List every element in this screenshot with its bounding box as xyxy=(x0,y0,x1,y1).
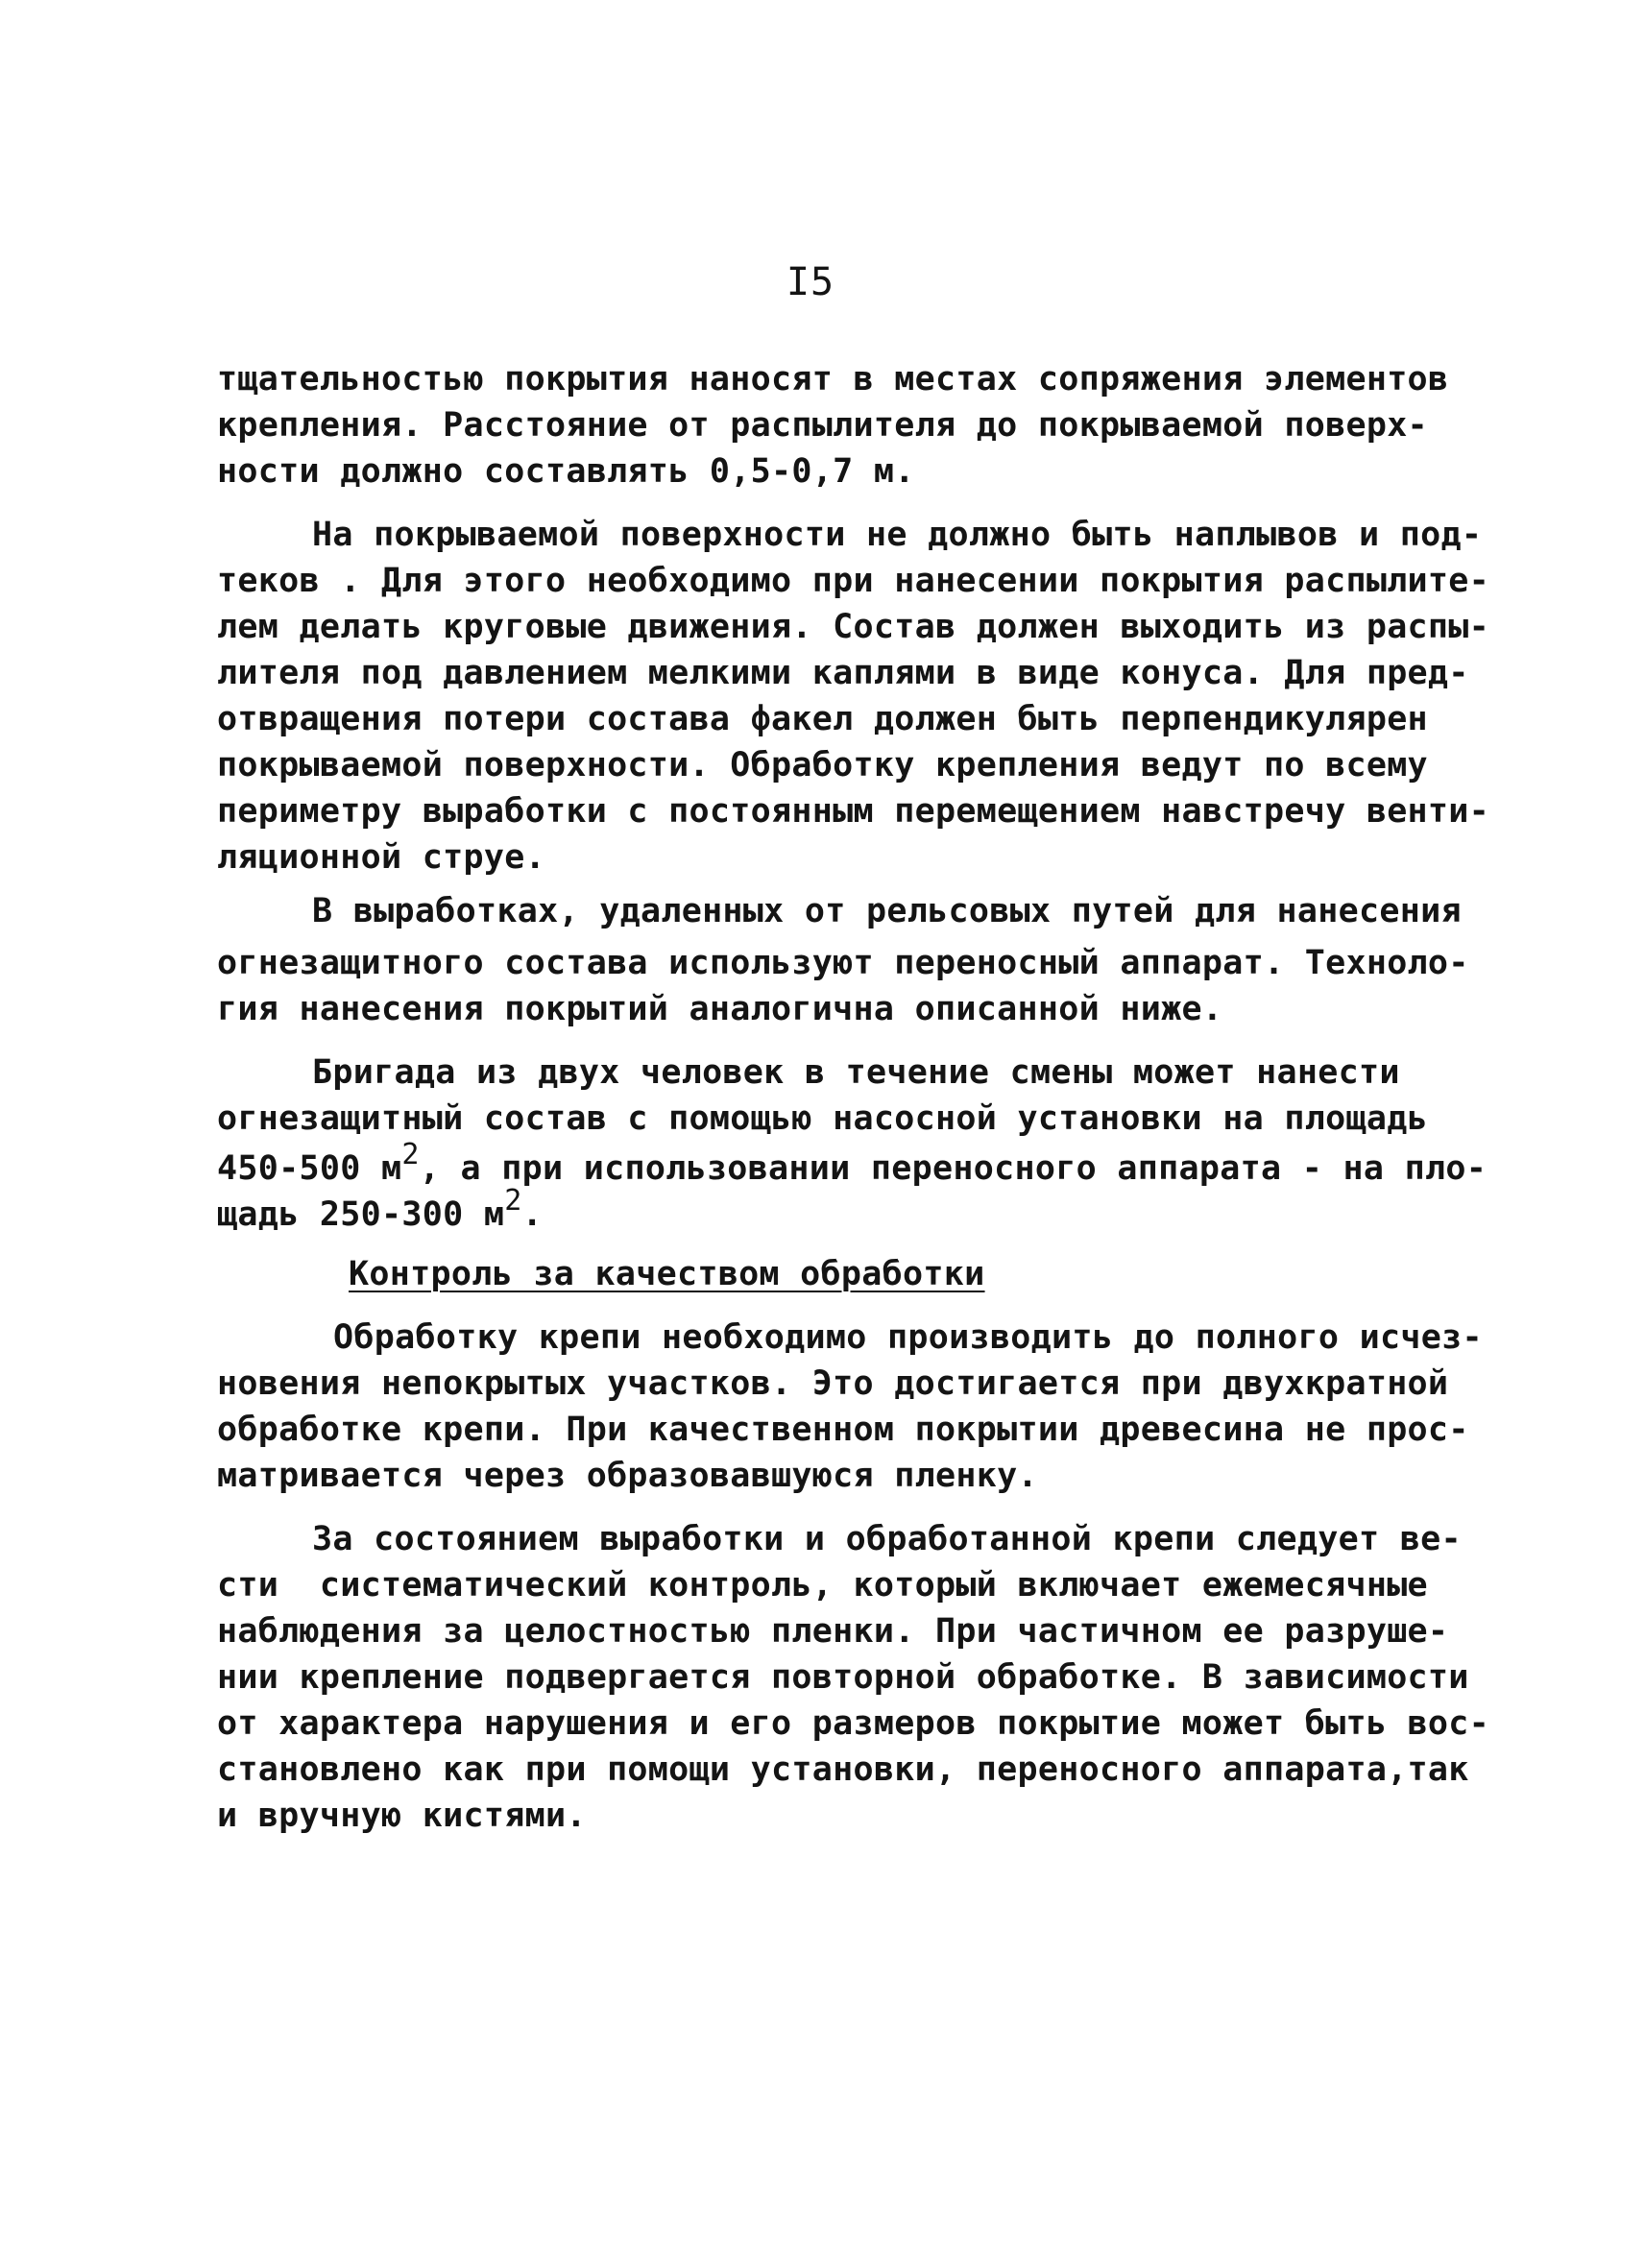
area-value: 450-500 м xyxy=(217,1149,402,1188)
area-value: щадь 250-300 м xyxy=(217,1195,505,1234)
section-heading: Контроль за качеством обработки xyxy=(349,1255,985,1293)
text-line: огнезащитный состав с помощью насосной установки на площадь xyxy=(217,1099,1428,1138)
text-line: от характера нарушения и его размеров покрытие может быть вос- xyxy=(217,1704,1490,1743)
text-line: матривается через образовавшуюся пленку. xyxy=(217,1457,1038,1495)
text-line: теков . Для этого необходимо при нанесении покрытия распылите- xyxy=(217,562,1490,600)
text-line: гия нанесения покрытий аналогична описанной ниже. xyxy=(217,990,1223,1028)
text-line: огнезащитного состава используют переносный аппарат. Техноло- xyxy=(217,944,1469,982)
text-line: лителя под давлением мелкими каплями в виде конуса. Для пред- xyxy=(217,654,1469,692)
text-fragment: . xyxy=(521,1195,543,1234)
text-line: становлено как при помощи установки, переносного аппарата,так xyxy=(217,1750,1469,1789)
text-line: ности должно составлять 0,5-0,7 м. xyxy=(217,452,915,491)
text-line: В выработках, удаленных от рельсовых путей для нанесения xyxy=(312,892,1462,930)
text-line-with-superscript xyxy=(217,1138,1488,1191)
text-line: За состоянием выработки и обработанной крепи следует ве- xyxy=(312,1520,1462,1558)
superscript: 2 xyxy=(504,1184,522,1218)
superscript: 2 xyxy=(401,1138,420,1171)
text-fragment: , а при использовании переносного аппарата - на пло- xyxy=(419,1149,1488,1188)
text-line: крепления. Расстояние от распылителя до покрываемой поверх- xyxy=(217,406,1428,445)
text-line: ляционной струе. xyxy=(217,838,545,877)
text-line: тщательностью покрытия наносят в местах сопряжения элементов xyxy=(217,360,1449,398)
text-line: обработке крепи. При качественном покрытии древесина не прос- xyxy=(217,1411,1469,1449)
text-line: периметру выработки с постоянным перемещением навстречу венти- xyxy=(217,792,1490,831)
text-line: новения непокрытых участков. Это достигается при двухкратной xyxy=(217,1364,1449,1403)
text-line: наблюдения за целостностью пленки. При частичном ее разруше- xyxy=(217,1612,1449,1651)
text-line: Бригада из двух человек в течение смены может нанести xyxy=(312,1053,1400,1092)
text-line: На покрываемой поверхности не должно быть наплывов и под- xyxy=(312,516,1483,554)
text-line: нии крепление подвергается повторной обработке. В зависимости xyxy=(217,1658,1469,1697)
text-line: Обработку крепи необходимо производить до полного исчез- xyxy=(333,1318,1483,1357)
text-line: лем делать круговые движения. Состав должен выходить из распы- xyxy=(217,608,1490,646)
text-line: покрываемой поверхности. Обработку крепления ведут по всему xyxy=(217,746,1428,784)
page-number: I5 xyxy=(786,260,835,304)
text-line: и вручную кистями. xyxy=(217,1797,587,1835)
text-line-with-superscript xyxy=(217,1184,543,1237)
text-line: отвращения потери состава факел должен быть перпендикулярен xyxy=(217,700,1428,738)
text-line: сти систематический контроль, который включает ежемесячные xyxy=(217,1566,1428,1604)
